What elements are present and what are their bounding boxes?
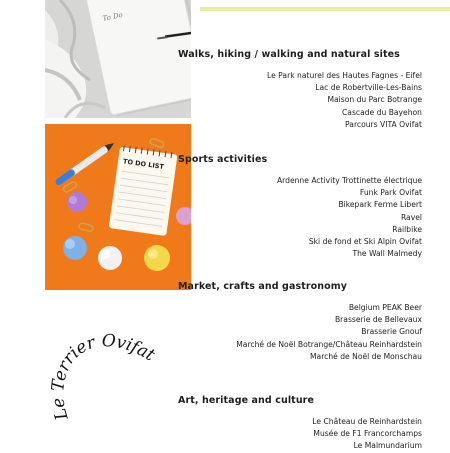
notebook-photo bbox=[45, 0, 191, 118]
list-item: Maison du Parc Botrange bbox=[327, 95, 422, 105]
section-list-walks bbox=[267, 70, 422, 131]
accent-bar bbox=[200, 7, 450, 11]
todo-title: TO DO LIST bbox=[122, 157, 165, 171]
le-terrier-ovifat-logo bbox=[40, 300, 180, 430]
list-item: Cascade du Bayehon bbox=[342, 107, 422, 117]
list-item: Ardenne Activity Trottinette électrique bbox=[276, 176, 422, 185]
section-list-market bbox=[236, 302, 422, 363]
list-item: Marché de Noël Botrange/Château Reinhardstein bbox=[236, 339, 422, 349]
list-item: Belgium PEAK Beer bbox=[348, 303, 422, 312]
section-list-sports bbox=[277, 175, 422, 260]
section-heading-market: Market, crafts and gastronomy bbox=[178, 281, 348, 292]
list-item: The Wall Malmedy bbox=[352, 249, 422, 259]
list-item: Ravel bbox=[400, 212, 422, 222]
list-item: Le Château de Reinhardstein bbox=[312, 417, 422, 426]
list-item: Marché de Noël de Monschau bbox=[310, 351, 422, 361]
list-item: Musée de F1 Francorchamps bbox=[313, 429, 422, 439]
section-list-art bbox=[312, 416, 422, 453]
logo-text: Le Terrier Ovifat bbox=[48, 330, 159, 423]
list-item: Le Malmundarium bbox=[353, 441, 422, 451]
section-heading-art: Art, heritage and culture bbox=[178, 395, 315, 406]
notebook-caption: To Do bbox=[101, 10, 124, 23]
section-heading-walks: Walks, hiking / walking and natural sites bbox=[178, 49, 400, 60]
list-item: Brasserie Gnouf bbox=[361, 327, 422, 337]
list-item: Bikepark Ferme Libert bbox=[338, 200, 422, 210]
list-item: Funk Park Ovifat bbox=[359, 188, 422, 198]
list-item: Brasserie de Bellevaux bbox=[334, 315, 422, 325]
list-item: Ski de fond et Ski Alpin Ovifat bbox=[308, 237, 422, 247]
list-item: Parcours VITA Ovifat bbox=[345, 119, 422, 129]
list-item: Le Park naturel des Hautes Fagnes - Eifel bbox=[267, 71, 422, 80]
section-heading-sports: Sports activities bbox=[178, 154, 268, 165]
todo-list-photo bbox=[45, 124, 191, 290]
list-item: Lac de Robertville-Les-Bains bbox=[315, 83, 422, 93]
svg-text:Le Terrier Ovifat bbox=[48, 331, 158, 423]
list-item: Railbike bbox=[392, 224, 422, 234]
